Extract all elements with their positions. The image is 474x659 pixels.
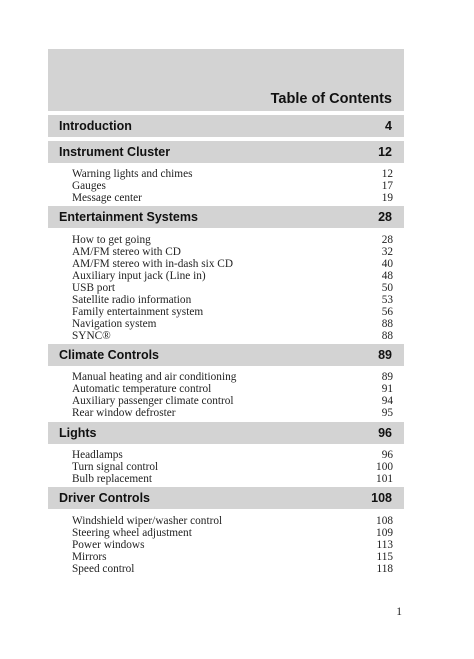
toc-entry [72, 527, 393, 539]
entry-label: Satellite radio information [72, 294, 192, 306]
entry-label: Automatic temperature control [72, 383, 212, 395]
entry-label: Auxiliary input jack (Line in) [72, 270, 206, 282]
section-header-instrument-cluster [48, 141, 404, 163]
entry-label: Message center [72, 192, 142, 204]
entry-page: 94 [381, 395, 393, 407]
entry-label: Gauges [72, 180, 106, 192]
section-entries-driver-controls [72, 515, 393, 575]
section-entries-lights [72, 449, 393, 485]
entry-page: 17 [381, 180, 393, 192]
entry-label: Mirrors [72, 551, 107, 563]
toc-entry [72, 246, 393, 258]
entry-page: 32 [381, 246, 393, 258]
section-header-climate-controls [48, 344, 404, 366]
section-entries-instrument-cluster [72, 168, 393, 204]
page-title: Table of Contents [270, 91, 392, 107]
entry-label: Bulb replacement [72, 473, 152, 485]
entry-page: 88 [381, 318, 393, 330]
section-page: 28 [378, 210, 392, 224]
title-bar [48, 49, 404, 111]
section-page: 4 [385, 119, 392, 133]
entry-page: 19 [381, 192, 393, 204]
section-page: 89 [378, 348, 392, 362]
entry-label: Family entertainment system [72, 306, 204, 318]
toc-entry [72, 395, 393, 407]
entry-page: 88 [381, 330, 393, 342]
toc-entry [72, 306, 393, 318]
toc-entry [72, 234, 393, 246]
section-entries-climate-controls [72, 371, 393, 419]
section-title: Introduction [59, 119, 132, 133]
toc-entry [72, 258, 393, 270]
entry-page: 108 [376, 515, 393, 527]
toc-entry [72, 407, 393, 419]
section-title: Climate Controls [59, 348, 160, 362]
entry-page: 89 [381, 371, 393, 383]
entry-page: 53 [381, 294, 393, 306]
section-title: Entertainment Systems [59, 210, 198, 224]
section-header-lights [48, 422, 404, 444]
entry-page: 28 [381, 234, 393, 246]
section-header-introduction [48, 115, 404, 137]
section-page: 108 [371, 491, 392, 505]
entry-label: Auxiliary passenger climate control [72, 395, 234, 407]
section-header-driver-controls [48, 487, 404, 509]
toc-entry [72, 294, 393, 306]
toc-entry [72, 330, 393, 342]
toc-entry [72, 180, 393, 192]
entry-page: 12 [381, 168, 393, 180]
entry-label: Warning lights and chimes [72, 168, 193, 180]
entry-page: 115 [376, 551, 393, 563]
entry-page: 48 [381, 270, 393, 282]
entry-label: Steering wheel adjustment [72, 527, 192, 539]
entry-label: SYNC® [72, 330, 111, 342]
entry-page: 56 [381, 306, 393, 318]
entry-label: Windshield wiper/washer control [72, 515, 223, 527]
entry-label: AM/FM stereo with CD [72, 246, 181, 258]
entry-label: Power windows [72, 539, 145, 551]
section-entries-entertainment-systems [72, 234, 393, 342]
toc-entry [72, 168, 393, 180]
entry-label: Turn signal control [72, 461, 159, 473]
entry-page: 101 [376, 473, 393, 485]
entry-page: 113 [376, 539, 393, 551]
toc-entry [72, 539, 393, 551]
section-page: 96 [378, 426, 392, 440]
section-header-entertainment-systems [48, 206, 404, 228]
entry-label: How to get going [72, 234, 151, 246]
entry-page: 40 [381, 258, 393, 270]
entry-page: 96 [381, 449, 393, 461]
entry-label: Headlamps [72, 449, 123, 461]
toc-entry [72, 282, 393, 294]
section-title: Lights [59, 426, 97, 440]
entry-page: 109 [376, 527, 393, 539]
entry-page: 50 [381, 282, 393, 294]
toc-entry [72, 383, 393, 395]
entry-page: 91 [381, 383, 393, 395]
toc-entry [72, 515, 393, 527]
toc-entry [72, 270, 393, 282]
entry-label: Manual heating and air conditioning [72, 371, 237, 383]
toc-entry [72, 449, 393, 461]
page-number: 1 [396, 606, 402, 618]
entry-page: 95 [381, 407, 393, 419]
section-page: 12 [378, 145, 392, 159]
toc-entry [72, 563, 393, 575]
toc-entry [72, 192, 393, 204]
toc-entry [72, 473, 393, 485]
entry-page: 118 [376, 563, 393, 575]
toc-entry [72, 318, 393, 330]
entry-page: 100 [376, 461, 393, 473]
toc-entry [72, 551, 393, 563]
entry-label: Navigation system [72, 318, 157, 330]
entry-label: AM/FM stereo with in-dash six CD [72, 258, 233, 270]
section-title: Instrument Cluster [59, 145, 171, 159]
entry-label: USB port [72, 282, 115, 294]
entry-label: Speed control [72, 563, 135, 575]
section-title: Driver Controls [59, 491, 150, 505]
toc-entry [72, 371, 393, 383]
toc-entry [72, 461, 393, 473]
entry-label: Rear window defroster [72, 407, 176, 419]
